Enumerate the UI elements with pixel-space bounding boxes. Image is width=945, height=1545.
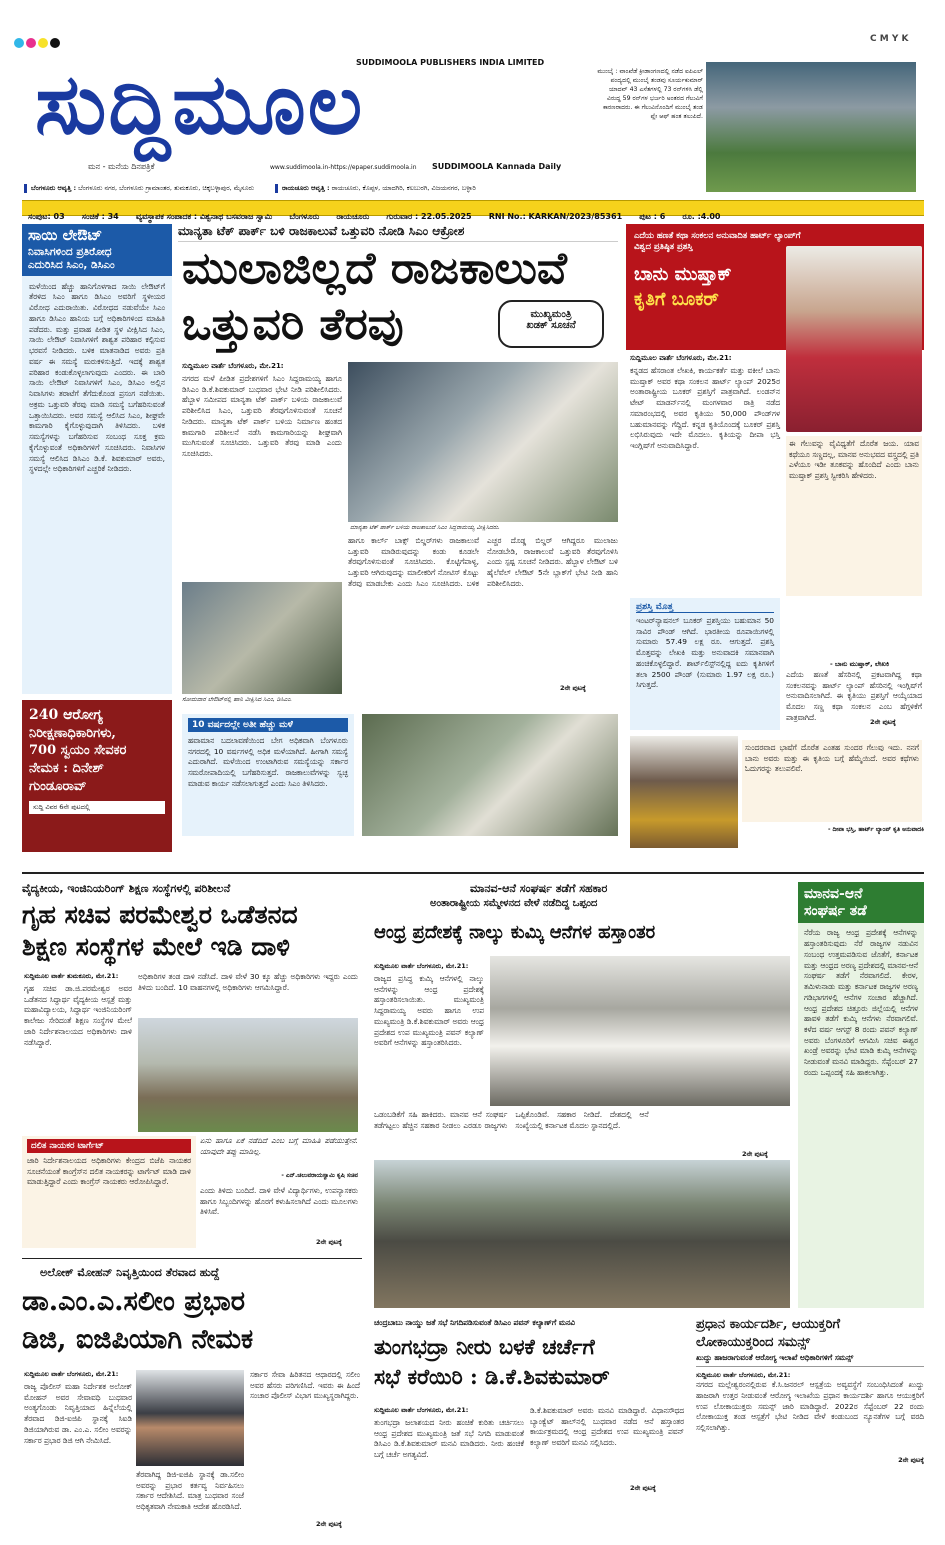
tb-headline-1: ತುಂಗಭದ್ರಾ ನೀರು ಬಳಕೆ ಚರ್ಚೆಗೆ bbox=[374, 1334, 595, 1359]
health-footer: ಸುದ್ದಿ ವಿವರ 6ನೇ ಪುಟದಲ್ಲಿ bbox=[29, 801, 165, 814]
sai-body: ಮಳೆಯಿಂದ ಹೆಚ್ಚು ಹಾನಿಗೊಳಗಾದ ಸಾಯಿ ಲೇಔಟ್‌ಗೆ ತೆರಳಿದ ಸಿಎಂ ಹಾಗೂ ಡಿಸಿಎಂ ಅವರಿಗೆ ಸ್ಥಳೀಯರ ವಿರೋಧ ಎದುರಾಯಿತು. ವಿರೋಧದ ನಡುವೆಯೇ ಸಿಎಂ ಹಾಗೂ ಡಿಸಿಎಂ ಹಾನಿಯ ಬಗ್ಗೆ ಅಧಿಕಾರಿಗಳಿಂದ ಮಾಹಿತಿ ಪಡೆದರು. ಮತ್ತು ಪ್ರವಾಹ ಪೀಡಿತ ಸ್ಥಳ ವೀಕ್ಷಿಸಿದ ಸಿಎಂ, ಸಾಯಿ ಲೇಔಟ್ ನಿವಾಸಿಗಳಿಗೆ ಶಾಶ್ವತ ಪರಿಹಾರ ಕಲ್ಪಿಸುವ ಭರವಸೆ ನೀಡಿದರು. ಬಳಿಕ ಮಾತನಾಡಿದ ಅವರು ಪ್ರತಿ ವರ್ಷ ಈ ಸಮಸ್ಯೆ ಮರುಕಳಿಸುತ್ತಿದೆ. ಇದಕ್ಕೆ ಶಾಶ್ವತ ಪರಿಹಾರ ಕಂಡುಕೊಳ್ಳಲಾಗುವುದು ಎಂದರು. ಈ ಬಾರಿ ಸಾಯಿ ಲೇಔಟ್ ನಿವಾಸಿಗಳಿಗೆ ಸಿಎಂ, ಡಿಸಿಎಂ ಅಲ್ಲಿನ ನಿವಾಸಿಗಳು ತರಾಟೆಗೆ ತೆಗೆದುಕೊಂಡ ಪ್ರಸಂಗ ನಡೆಯಿತು. ಅಕ್ರಮ ಒತ್ತುವರಿ ತೆರವು ಮಾಡಿ ಸಮಸ್ಯೆ ಬಗೆಹರಿಸುವಂತೆ ಒತ್ತಾಯಿಸಿದರು. ಅವರ ಸಮಸ್ಯೆ ಆಲಿಸಿದ ಸಿಎಂ, ಶೀಘ್ರವೇ ಕಾಮಗಾರಿ ಕೈಗೊಳ್ಳುವುದಾಗಿ ತಿಳಿಸಿದರು. ಬಳಿಕ ಸಮಸ್ಯೆಗಳನ್ನು ಬಗೆಹರಿಸುವ ಸಂಬಂಧ ಸೂಕ್ತ ಕ್ರಮ ಕೈಗೊಳ್ಳುವಂತೆ ಅಧಿಕಾರಿಗಳಿಗೆ ಸೂಚಿಸಿದರು. ನಿವಾಸಿಗಳ ಸಮಸ್ಯೆ ಆಲಿಸಿದ ಡಿಸಿಎಂ ಡಿ.ಕೆ. ಶಿವಕುಮಾರ್ ಅವರು, ಸ್ಥಳದಲ್ಲೇ ಅಧಿಕಾರಿಗಳಿಗೆ ಎಚ್ಚರಿಕೆ ನೀಡಿದರು. bbox=[29, 281, 165, 474]
tb-byline: ಸುದ್ದಿಮೂಲ ವಾರ್ತೆ ಬೆಂಗಳೂರು, ಮೇ.21: bbox=[374, 1406, 469, 1414]
eleph-byline: ಸುದ್ದಿಮೂಲ ವಾರ್ತೆ ಬೆಂಗಳೂರು, ಮೇ.21: bbox=[374, 962, 469, 970]
tb-continued: 2ನೇ ಪುಟಕ್ಕೆ bbox=[630, 1484, 656, 1492]
deepa-photo bbox=[630, 736, 738, 848]
tb-body: ತುಂಗಭದ್ರಾ ಜಲಾಶಯದ ನೀರು ಹಂಚಿಕೆ ಕುರಿತು ಚರ್ಚಿಸಲು ಆಂಧ್ರ ಪ್ರದೇಶದ ಮುಖ್ಯಮಂತ್ರಿ ಜತೆ ಸಭೆ ನಿಗದಿ ಮಾಡುವಂತೆ ಡಿಸಿಎಂ ಡಿ.ಕೆ.ಶಿವಕುಮಾರ್ ಮನವಿ ಮಾಡಿದರು. ನೀರು ಹಂಚಿಕೆ ಬಗ್ಗೆ ಚರ್ಚೆ ಅಗತ್ಯವಿದೆ. bbox=[374, 1418, 524, 1460]
health-line-4: ನೇಮಕ : ದಿನೇಶ್ bbox=[29, 760, 104, 776]
editions-left bbox=[24, 184, 284, 193]
conflict-title-1: ಮಾನವ-ಆನೆ bbox=[804, 886, 863, 902]
rni-number: RNI No.: KARKAN/2023/85361 bbox=[488, 212, 623, 221]
eleph-kicker-2: ಅಂತಾರಾಷ್ಟ್ರೀಯ ಸಮ್ಮೇಳನದ ವೇಳೆ ನಡೆದಿದ್ದ ಒಪ್ಪಂದ bbox=[430, 898, 598, 909]
page-count: ಪುಟ : 6 bbox=[639, 212, 666, 221]
registration-dot-cyan bbox=[14, 38, 24, 48]
lokayukta-box bbox=[696, 1318, 924, 1504]
registration-dot-yellow bbox=[38, 38, 48, 48]
hm-quote-credit: - ಎನ್.ಚಲುವರಾಯಸ್ವಾಮಿ ಕೃಷಿ ಸಚಿವ bbox=[281, 1172, 358, 1179]
hm-headline-2: ಶಿಕ್ಷಣ ಸಂಸ್ಥೆಗಳ ಮೇಲೆ ಇಡಿ ದಾಳಿ bbox=[22, 932, 290, 961]
booker-byline: ಸುದ್ದಿಮೂಲ ವಾರ್ತೆ ಬೆಂಗಳೂರು, ಮೇ.21: bbox=[630, 354, 732, 362]
health-line-5: ಗುಂಡೂರಾವ್ bbox=[29, 778, 87, 794]
lead-headline-1: ಮುಲಾಜಿಲ್ಲದೆ ರಾಜಕಾಲುವೆ bbox=[182, 243, 567, 294]
lead-continued: 2ನೇ ಪುಟಕ್ಕೆ bbox=[560, 684, 586, 692]
booker-quote: ಈ ಗೆಲುವನ್ನು ವೈವಿಧ್ಯತೆಗೆ ದೊರೆತ ಜಯ. ಯಾವ ಕಥೆಯೂ ಸಣ್ಣದಲ್ಲ, ಮಾನವ ಅನುಭವದ ವಸ್ತ್ರದಲ್ಲಿ ಪ್ರತಿ ಎಳೆಯೂ ಇಡೀ ತೂಕವನ್ನು ಹೊಂದಿದೆ ಎಂದು ಬಾನು ಮುಷ್ತಾಕ್ ಪ್ರಶಸ್ತಿ ಸ್ವೀಕರಿಸಿ ಹೇಳಿದರು. bbox=[786, 436, 922, 596]
prize-box bbox=[630, 598, 780, 730]
hm-byline: ಸುದ್ದಿಮೂಲ ವಾರ್ತೆ ತುಮಕೂರು, ಮೇ.21: bbox=[24, 972, 119, 980]
publisher-name: SUDDIMOOLA PUBLISHERS INDIA LIMITED bbox=[356, 58, 545, 67]
salim-kicker: ಅಲೋಕ್ ಮೋಹನ್ ನಿವೃತ್ತಿಯಿಂದ ತೆರವಾದ ಹುದ್ದೆ bbox=[40, 1266, 220, 1279]
registration-dot-magenta bbox=[26, 38, 36, 48]
sai-layout-header bbox=[22, 224, 172, 276]
dalit-title: ದಲಿತ ನಾಯಕರ ಟಾರ್ಗೆಟ್ bbox=[27, 1139, 191, 1153]
loka-kicker-1: ಪ್ರಧಾನ ಕಾರ್ಯದರ್ಶಿ, ಆಯುಕ್ತರಿಗೆ bbox=[696, 1317, 841, 1332]
booker-body-3: ಎದೆಯ ಹಣತೆ ಹೆಸರಿನಲ್ಲಿ ಪ್ರಕಟವಾಗಿದ್ದ ಕಥಾ ಸಂಕಲನವನ್ನು ಹಾರ್ಟ್ ಲ್ಯಾಂಪ್ ಹೆಸರಿನಲ್ಲಿ ಇಂಗ್ಲಿಷ್‌ಗೆ ಅನುವಾದಿಸಲಾಗಿದೆ. ಈ ಕೃತಿಯು ಪ್ರಶಸ್ತಿಗೆ ಆಯ್ಕೆಯಾದ ಮೊದಲ ಸಣ್ಣ ಕಥಾ ಸಂಕಲನ ಎಂಬ ಹೆಗ್ಗಳಿಕೆಗೆ ಪಾತ್ರವಾಗಿದೆ. bbox=[786, 670, 922, 722]
lead-photo-2 bbox=[182, 582, 342, 694]
editor: ವ್ಯವಸ್ಥಾಪಕ ಸಂಪಾದಕ : ವಿಶ್ವನಾಥ ಬಸವರಾಜ ಸ್ವಾಮಿ bbox=[135, 212, 273, 221]
lead-byline: ಸುದ್ದಿಮೂಲ ವಾರ್ತೆ ಬೆಂಗಳೂರು, ಮೇ.21: bbox=[182, 362, 284, 370]
sai-title-2: ನಿವಾಸಿಗಳಿಂದ ಪ್ರತಿರೋಧ bbox=[28, 245, 112, 258]
loka-byline: ಸುದ್ದಿಮೂಲ ವಾರ್ತೆ ಬೆಂಗಳೂರು, ಮೇ.21: bbox=[696, 1371, 791, 1380]
price: ರೂ. :4.00 bbox=[682, 212, 721, 221]
eleph-handover-photo bbox=[490, 956, 790, 1106]
rain-photo bbox=[362, 714, 618, 836]
tb-headline-2: ಸಭೆ ಕರೆಯಿರಿ : ಡಿ.ಕೆ.ಶಿವಕುಮಾರ್ bbox=[374, 1364, 610, 1389]
cmyk-label: C M Y K bbox=[870, 34, 909, 44]
banu-mushtaq-photo bbox=[786, 246, 922, 432]
booker-headline-2: ಕೃತಿಗೆ ಬೂಕರ್ bbox=[634, 288, 719, 310]
dalit-box bbox=[22, 1136, 196, 1248]
hm-kicker: ವೈದ್ಯಕೀಯ, ಇಂಜಿನಿಯರಿಂಗ್ ಶಿಕ್ಷಣ ಸಂಸ್ಥೆಗಳಲ್ಲಿ ಪರಿಶೀಲನೆ bbox=[22, 882, 231, 895]
hm-body-2: ಅಧಿಕಾರಿಗಳ ತಂಡ ದಾಳಿ ನಡೆಸಿದೆ. ದಾಳಿ ವೇಳೆ 30 ಕ್ಕೂ ಹೆಚ್ಚು ಅಧಿಕಾರಿಗಳು ಇದ್ದರು ಎಂದು ತಿಳಿದು ಬಂದಿದೆ. 10 ವಾಹನಗಳಲ್ಲಿ ಅಧಿಕಾರಿಗಳು ಆಗಮಿಸಿದ್ದಾರೆ. bbox=[138, 972, 358, 992]
eleph-headline: ಆಂಧ್ರ ಪ್ರದೇಶಕ್ಕೆ ನಾಲ್ಕು ಕುಮ್ಕಿ ಆನೆಗಳ ಹಸ್ತಾಂತರ bbox=[374, 922, 656, 943]
info-bar bbox=[22, 200, 924, 221]
booker-kicker: ಎದೆಯ ಹಣತೆ ಕಥಾ ಸಂಕಲನ ಅನುವಾದಿತ ಹಾರ್ಟ್ ಲ್ಯಾಂಪ್‌ಗೆ bbox=[634, 230, 801, 240]
editions-right bbox=[275, 184, 575, 193]
divider-salim bbox=[22, 1258, 362, 1259]
masthead-tagline: ಮನ - ಮನೆಯ ದಿನಪತ್ರಿಕೆ bbox=[88, 162, 155, 171]
lead-caption-1: ಮಾನ್ಯತಾ ಟೆಕ್ ಪಾರ್ಕ್ ಬಳಿಯ ರಾಜಕಾಲುವೆ ಸಿಎಂ ಸಿದ್ದರಾಮಯ್ಯ ವೀಕ್ಷಿಸಿದರು. bbox=[350, 524, 500, 531]
booker-quote-credit: - ಬಾನು ಮುಷ್ತಾಕ್, ಲೇಖಕಿ bbox=[830, 660, 890, 668]
deepa-quote: ಸುಂದರವಾದ ಭಾಷೆಗೆ ದೊರೆತ ಎಂತಹ ಸುಂದರ ಗೆಲುವು ಇದು. ನನಗೆ ಬಾನು ಅವರು ಮತ್ತು ಈ ಕೃತಿಯ ಬಗ್ಗೆ ಹೆಮ್ಮೆಯಿದೆ. ಅವರ ಕಥೆಗಳು ಓದುಗರನ್ನು ತಲುಪಲಿವೆ. bbox=[742, 740, 922, 822]
conflict-title-2: ಸಂಘರ್ಷ ತಡೆ bbox=[804, 902, 867, 919]
volume: ಸಂಪುಟ: 03 bbox=[28, 212, 65, 221]
city-2: ರಾಯಚೂರು bbox=[336, 212, 370, 221]
lead-body: ನಗರದ ಮಳೆ ಪೀಡಿತ ಪ್ರದೇಶಗಳಿಗೆ ಸಿಎಂ ಸಿದ್ದರಾಮಯ್ಯ ಹಾಗೂ ಡಿಸಿಎಂ ಡಿ.ಕೆ.ಶಿವಕುಮಾರ್ ಬುಧವಾರ ಭೇಟಿ ನೀಡಿ ಪರಿಶೀಲಿಸಿದರು. ಹೆಬ್ಬಾಳ ಸಮೀಪದ ಮಾನ್ಯತಾ ಟೆಕ್ ಪಾರ್ಕ್ ಬಳಿಯ ರಾಜಕಾಲುವೆ ಪರಿಶೀಲಿಸಿದ ಸಿಎಂ, ಒತ್ತುವರಿ ತೆರವುಗೊಳಿಸುವಂತೆ ಸೂಚನೆ ನೀಡಿದರು. ಮಾನ್ಯತಾ ಟೆಕ್ ಪಾರ್ಕ್ ಬಳಿಯ ನಿರ್ಮಾಣ ಹಂತದ ಕಾಮಗಾರಿ ಪರಿಶೀಲನೆ ನಡೆಸಿ ಕಾಮಗಾರಿಯನ್ನು ಶೀಘ್ರವಾಗಿ ಮುಗಿಸುವಂತೆ ಸೂಚಿಸಿದರು. ಒತ್ತುವರಿ ತೆರವು ಮಾಡಿ ಎಂದು ಸೂಚಿಸಿದರು. bbox=[182, 374, 342, 459]
bubble-line-2: ಖಡಕ್ ಸೂಚನೆ bbox=[526, 320, 576, 331]
loka-kicker-2: ಲೋಕಾಯುಕ್ತರಿಂದ ಸಮನ್ಸ್ bbox=[696, 1334, 810, 1350]
health-line-1: 240 ಆರೋಗ್ಯ bbox=[29, 707, 103, 723]
salim-body-3: ಸರ್ಕಾರ ಸೇವಾ ಹಿರಿತನದ ಆಧಾರದಲ್ಲಿ ಸಲೀಂ ಅವರ ಹೆಸರು ಪರಿಗಣಿಸಿದೆ. ಇವರು ಈ ಹಿಂದೆ ಸಂಚಾರ ಪೊಲೀಸ್ ವಿಭಾಗ ಮುಖ್ಯಸ್ಥರಾಗಿದ್ದರು. bbox=[250, 1370, 360, 1401]
hm-quote: ಏನು ಹಾಗೂ ಏಕೆ ನಡೆದಿದೆ ಎಂಬ ಬಗ್ಗೆ ಮಾಹಿತಿ ಪಡೆಯುತ್ತೇನೆ. ಯಾವುದೇ ತಪ್ಪು ಮಾಡಿಲ್ಲ. bbox=[200, 1136, 358, 1156]
lead-body-2: ಹಾಗೂ ಕಾರ್ಲ್ ಬಾಕ್ಸ್ ಬಿಲ್ಡರ್‌ಗಳು ರಾಜಕಾಲುವೆ ಒತ್ತುವರಿ ಮಾಡಿರುವುದನ್ನು ಕಂಡು ಕೂಡಲೇ ತೆರವುಗೊಳಿಸುವಂತೆ ಸೂಚಿಸಿದರು. ಕೊಟ್ಟಿಗೆಪಾಳ್ಯ, ಒತ್ತುವರಿ ಆಗಿರುವುದನ್ನು ಮಾಲೀಕರಿಗೆ ನೋಟಿಸ್ ಕೊಟ್ಟು ತೆರವು ಮಾಡಬೇಕು ಎಂದು ಸಿಎಂ ಸೂಚಿಸಿದರು. ಬಳಿಕ ಎಚ್ಚರ ದೊಡ್ಡ ಬಿಲ್ಡರ್ ಆಗಿದ್ದರೂ ಮುಲಾಜು ನೋಡಬೇಡಿ, ರಾಜಕಾಲುವೆ ಒತ್ತುವರಿ ತೆರವುಗೊಳಿಸಿ ಎಂದು ಸ್ಪಷ್ಟ ಸೂಚನೆ ನೀಡಿದರು. ಹೆಬ್ಬಾಳ ಲೇಔಟ್ ಬಳಿ ಹೈಲೆವೆಲ್ ಲೇಔಟ್ 5ನೇ ಬ್ಲಾಕ್‌ಗೆ ಭೇಟಿ ನೀಡಿ ಹಾನಿ ಪರಿಶೀಲಿಸಿದರು. bbox=[348, 536, 618, 588]
rain-title: 10 ವರ್ಷದಲ್ಲೇ ಅತೀ ಹೆಚ್ಚು ಮಳೆ bbox=[188, 718, 348, 732]
booker-continued: 2ನೇ ಪುಟಕ್ಕೆ bbox=[870, 718, 896, 726]
health-box bbox=[22, 700, 172, 852]
tb-kicker: ಚಂದ್ರಬಾಬು ನಾಯ್ಡು ಜತೆ ಸಭೆ ನಿಗದಿಪಡಿಸುವಂತೆ ಡಿಸಿಎಂ ಪವನ್ ಕಲ್ಯಾಣ್‌ಗೆ ಮನವಿ bbox=[374, 1318, 575, 1327]
hm-body: ಗೃಹ ಸಚಿವ ಡಾ.ಜಿ.ಪರಮೇಶ್ವರ ಅವರ ಒಡೆತನದ ಸಿದ್ಧಾರ್ಥ ವೈದ್ಯಕೀಯ ಆಸ್ಪತ್ರೆ ಮತ್ತು ಮಹಾವಿದ್ಯಾಲಯ, ಸಿದ್ಧಾರ್ಥ ಇಂಜಿನಿಯರಿಂಗ್ ಕಾಲೇಜು ಸೇರಿದಂತೆ ಶಿಕ್ಷಣ ಸಂಸ್ಥೆಗಳ ಮೇಲೆ ಜಾರಿ ನಿರ್ದೇಶನಾಲಯದ ಅಧಿಕಾರಿಗಳು ದಾಳಿ ನಡೆಸಿದ್ದಾರೆ. bbox=[24, 984, 132, 1047]
section-divider bbox=[22, 872, 924, 874]
hm-continued: 2ನೇ ಪುಟಕ್ಕೆ bbox=[316, 1238, 342, 1246]
tb-body-2: ಡಿ.ಕೆ.ಶಿವಕುಮಾರ್ ಅವರು ಮನವಿ ಮಾಡಿದ್ದಾರೆ. ವಿಧಾನಸೌಧದ ಬ್ಯಾಂಕ್ವೆಟ್ ಹಾಲ್‌ನಲ್ಲಿ ಬುಧವಾರ ನಡೆದ ಆನೆ ಹಸ್ತಾಂತರ ಕಾರ್ಯಕ್ರಮದಲ್ಲಿ ಆಂಧ್ರ ಪ್ರದೇಶದ ಉಪ ಮುಖ್ಯಮಂತ್ರಿ ಪವನ್ ಕಲ್ಯಾಣ್ ಅವರಿಗೆ ಮನವಿ ಸಲ್ಲಿಸಿದರು. bbox=[530, 1406, 684, 1448]
lead-caption-2: ಸೋಮವಾರ ಲೇಔಟ್‌ನಲ್ಲಿ ಹಾನಿ ವೀಕ್ಷಿಸಿದ ಸಿಎಂ, ಡಿಸಿಎಂ. bbox=[182, 696, 293, 703]
rain-body: ಹವಾಮಾನ ಬದಲಾವಣೆಯಿಂದ ಬೇಗ ಅಧಿಕವಾಗಿ ಬೆಂಗಳೂರು ನಗರದಲ್ಲಿ 10 ವರ್ಷಗಳಲ್ಲಿ ಅಧಿಕ ಮಳೆಯಾಗಿದೆ. ಹೀಗಾಗಿ ಸಮಸ್ಯೆ ಎದುರಾಗಿದೆ. ಮಳೆಯಿಂದ ಉಂಟಾಗಿರುವ ಸಮಸ್ಯೆಯನ್ನು ಸರ್ಕಾರ ಸಮರೋಪಾದಿಯಲ್ಲಿ ಬಗೆಹರಿಸುತ್ತದೆ. ರಾಜಕಾಲುವೆಗಳನ್ನು ಸ್ವಚ್ಛ ಮಾಡುವ ಕಾರ್ಯ ನಡೆಸಲಾಗುತ್ತದೆ ಎಂದು ಸಿಎಂ ತಿಳಿಸಿದರು. bbox=[188, 736, 348, 788]
editions-right-label: ರಾಯಚೂರು ಆವೃತ್ತಿ : bbox=[282, 184, 330, 192]
masthead-title: ಸುದ್ದಿಮೂಲ bbox=[35, 54, 365, 153]
salim-headline-1: ಡಾ.ಎಂ.ಎ.ಸಲೀಂ ಪ್ರಭಾರ bbox=[22, 1286, 245, 1317]
brand-english: SUDDIMOOLA Kannada Daily bbox=[432, 162, 562, 171]
booker-body: ಕನ್ನಡದ ಹೆಸರಾಂತ ಲೇಖಕಿ, ಕಾರ್ಯಕರ್ತೆ ಮತ್ತು ವಕೀಲೆ ಬಾನು ಮುಷ್ತಾಕ್ ಅವರ ಕಥಾ ಸಂಕಲನ ಹಾರ್ಟ್ ಲ್ಯಾಂಪ್ 2025ರ ಅಂತಾರಾಷ್ಟ್ರೀಯ ಬೂಕರ್ ಪ್ರಶಸ್ತಿಗೆ ಪಾತ್ರವಾಗಿದೆ. ಲಂಡನ್‌ನ ಟೇಟ್ ಮಾಡರ್ನ್‌ನಲ್ಲಿ ಮಂಗಳವಾರ ರಾತ್ರಿ ನಡೆದ ಸಮಾರಂಭದಲ್ಲಿ ಅವರ ಕೃತಿಯು 50,000 ಪೌಂಡ್‌ಗಳ ಬಹುಮಾನವನ್ನು ಗೆದ್ದಿದೆ. ಕನ್ನಡ ಕೃತಿಯೊಂದಕ್ಕೆ ಬೂಕರ್ ಪ್ರಶಸ್ತಿ ಲಭಿಸಿರುವುದು ಇದೇ ಮೊದಲು. ಕೃತಿಯನ್ನು ದೀಪಾ ಭಸ್ತಿ ಇಂಗ್ಲಿಷ್‌ಗೆ ಅನುವಾದಿಸಿದ್ದಾರೆ. bbox=[630, 366, 780, 451]
issue: ಸಂಚಿಕೆ : 34 bbox=[81, 212, 119, 221]
editions-left-list: ಬೆಂಗಳೂರು ನಗರ, ಬೆಂಗಳೂರು ಗ್ರಾಮಾಂತರ, ತುಮಕೂರು, ಚಿಕ್ಕಬಳ್ಳಾಪುರ, ಮೈಸೂರು bbox=[78, 184, 255, 192]
health-line-2: ನಿರೀಕ್ಷಣಾಧಿಕಾರಿಗಳು, bbox=[29, 725, 116, 741]
conflict-header bbox=[798, 882, 924, 923]
cm-bubble bbox=[498, 300, 604, 348]
rain-box bbox=[182, 714, 354, 836]
deepa-credit: - ದೀಪಾ ಭಸ್ತಿ, ಹಾರ್ಟ್ ಲ್ಯಾಂಪ್ ಕೃತಿ ಅನುವಾದಕಿ bbox=[827, 826, 924, 833]
eleph-elephants-photo bbox=[374, 1160, 790, 1308]
eleph-body: ರಾಜ್ಯದ ಪ್ರಸಿದ್ಧ ಕುಮ್ಕಿ ಆನೆಗಳಲ್ಲಿ ನಾಲ್ಕು ಆನೆಗಳನ್ನು ಆಂಧ್ರ ಪ್ರದೇಶಕ್ಕೆ ಹಸ್ತಾಂತರಿಸಲಾಯಿತು. ಮುಖ್ಯಮಂತ್ರಿ ಸಿದ್ದರಾಮಯ್ಯ ಅವರು ಹಾಗೂ ಉಪ ಮುಖ್ಯಮಂತ್ರಿ ಡಿ.ಕೆ.ಶಿವಕುಮಾರ್ ಅವರು ಆಂಧ್ರ ಪ್ರದೇಶದ ಉಪ ಮುಖ್ಯಮಂತ್ರಿ ಪವನ್ ಕಲ್ಯಾಣ್ ಅವರಿಗೆ ಆನೆಗಳನ್ನು ಹಸ್ತಾಂತರಿಸಿದರು. bbox=[374, 974, 484, 1048]
cricket-photo bbox=[706, 62, 916, 192]
eleph-body-2: ಒಡಂಬಡಿಕೆಗೆ ಸಹಿ ಹಾಕಿದರು. ಮಾನವ ಆನೆ ಸಂಘರ್ಷ ತಡೆಗಟ್ಟಲು ಹೆಚ್ಚಿನ ಸಹಕಾರ ನೀಡಲು ಎರಡೂ ರಾಜ್ಯಗಳು ಒಪ್ಪಿಕೊಂಡಿವೆ. ಸಹಕಾರ ನೀಡಿದೆ. ದೇಶದಲ್ಲಿ ಆನೆ ಸಂಖ್ಯೆಯಲ್ಲಿ ಕರ್ನಾಟಕ ಮೊದಲ ಸ್ಥಾನದಲ್ಲಿದೆ. bbox=[374, 1110, 649, 1130]
hm-college-photo bbox=[138, 1018, 358, 1132]
bubble-line-1: ಮುಖ್ಯಮಂತ್ರಿ bbox=[530, 309, 572, 320]
conflict-box bbox=[798, 882, 924, 1308]
editions-right-list: ರಾಯಚೂರು, ಕೊಪ್ಪಳ, ಯಾದಗಿರಿ, ಕಲಬುರಗಿ, ವಿಜಯನಗರ, ಬಳ್ಳಾರಿ bbox=[331, 184, 476, 192]
conflict-body: ನೆರೆಯ ರಾಜ್ಯ ಆಂಧ್ರ ಪ್ರದೇಶಕ್ಕೆ ಆನೆಗಳನ್ನು ಹಸ್ತಾಂತರಿಸುವುದು ನೆರೆ ರಾಜ್ಯಗಳ ನಡುವಿನ ಸಂಬಂಧ ಉತ್ತಮಪಡಿಸುವ ಜೊತೆಗೆ, ಕರ್ನಾಟಕ ಮತ್ತು ಆಂಧ್ರದ ಅರಣ್ಯ ಪ್ರದೇಶದಲ್ಲಿ ಮಾನವ-ಆನೆ ಸಂಘರ್ಷ ತಡೆಗೆ ನೆರವಾಗಲಿದೆ. ಕೇರಳ, ತಮಿಳುನಾಡು ಮತ್ತು ಕರ್ನಾಟಕ ರಾಜ್ಯಗಳ ಅರಣ್ಯ ಗಡಿಭಾಗಗಳಲ್ಲಿ ಆನೆಗಳ ಸಂಚಾರ ಹೆಚ್ಚಾಗಿದೆ. ಆಂಧ್ರ ಪ್ರದೇಶದ ಚಿತ್ತೂರು ಜಿಲ್ಲೆಯಲ್ಲಿ ಆನೆಗಳ ಹಾವಳಿ ತಡೆಗೆ ಕುಮ್ಕಿ ಆನೆಗಳು ನೆರವಾಗಲಿವೆ. ಕಳೆದ ವರ್ಷ ಆಗಸ್ಟ್ 8 ರಂದು ಪವನ್ ಕಲ್ಯಾಣ್ ಅವರು ಬೆಂಗಳೂರಿಗೆ ಆಗಮಿಸಿ ಸಚಿವ ಈಶ್ವರ ಖಂಡ್ರೆ ಅವರನ್ನು ಭೇಟಿ ಮಾಡಿ ಕುಮ್ಕಿ ಆನೆಗಳನ್ನು ನೀಡುವಂತೆ ಮನವಿ ಮಾಡಿದ್ದರು. ಸೆಪ್ಟೆಂಬರ್ 27 ರಂದು ಒಪ್ಪಂದಕ್ಕೆ ಸಹಿ ಹಾಕಲಾಗಿತ್ತು. bbox=[804, 928, 918, 1077]
editions-left-label: ಬೆಂಗಳೂರು ಆವೃತ್ತಿ : bbox=[31, 184, 77, 192]
teaser-text: ಮುಂಬೈ : ವಾಂಖೆಡೆ ಕ್ರೀಡಾಂಗಣದಲ್ಲಿ ನಡೆದ ಐಪಿಎಲ್ ಪಂದ್ಯದಲ್ಲಿ ಮುಂಬೈ ತಂಡವು ಸೂರ್ಯಕುಮಾರ್ ಯಾದವ್ 43 ಎಸೆತಗಳಲ್ಲಿ 73 ರನ್‌ಗಳಿಸಿ ಡೆಲ್ಲಿ ವಿರುದ್ಧ 59 ರನ್‌ಗಳ ಭರ್ಜರಿ ಅಂತರದ ಗೆಲುವಿಗೆ ಕಾರಣರಾದರು. ಈ ಗೆಲುವಿನೊಂದಿಗೆ ಮುಂಬೈ ತಂಡ ಪ್ಲೇ ಆಫ್ ಹಂತ ತಲುಪಿದೆ. bbox=[597, 68, 703, 120]
salim-photo bbox=[136, 1370, 244, 1466]
loka-sub: ಖುದ್ದು ಹಾಜರಾಗುವಂತೆ ಆರೋಗ್ಯ ಇಲಾಖೆ ಅಧಿಕಾರಿಗಳಿಗೆ ಸಮನ್ಸ್ bbox=[696, 1353, 924, 1367]
website-url: www.suddimoola.in-https://epaper.suddimoola.in bbox=[270, 164, 417, 171]
salim-body-2: ತೆರವಾಗಿದ್ದ ಡಿಜಿ-ಐಜಿಪಿ ಸ್ಥಾನಕ್ಕೆ ಡಾ.ಸಲೀಂ ಅವರನ್ನು ಪ್ರಭಾರ ಕರ್ತವ್ಯ ನಿರ್ವಹಿಸಲು ಸರ್ಕಾರ ಆದೇಶಿಸಿದೆ. ಮಾತ್ರ ಬುಧವಾರ ಸಂಜೆ ಅಧಿಕೃತವಾಗಿ ನೇಮಕಾತಿ ಆದೇಶ ಹೊರಡಿಸಿದೆ. bbox=[136, 1470, 244, 1512]
hm-headline-1: ಗೃಹ ಸಚಿವ ಪರಮೇಶ್ವರ ಒಡೆತನದ bbox=[22, 900, 298, 929]
registration-dot-black bbox=[50, 38, 60, 48]
salim-headline-2: ಡಿಜಿ, ಐಜಿಪಿಯಾಗಿ ನೇಮಕ bbox=[22, 1324, 254, 1355]
prize-title: ಪ್ರಶಸ್ತಿ ಮೊತ್ತ bbox=[636, 602, 774, 613]
sai-title-1: ಸಾಯಿ ಲೇಔಟ್ bbox=[28, 226, 103, 244]
eleph-kicker: ಮಾನವ-ಆನೆ ಸಂಘರ್ಷ ತಡೆಗೆ ಸಹಕಾರ bbox=[470, 882, 608, 895]
lead-photo-1 bbox=[348, 362, 618, 522]
salim-byline: ಸುದ್ದಿಮೂಲ ವಾರ್ತೆ ಬೆಂಗಳೂರು, ಮೇ.21: bbox=[24, 1370, 119, 1378]
eleph-continued: 2ನೇ ಪುಟಕ್ಕೆ bbox=[742, 1150, 768, 1158]
booker-headline-1: ಬಾನು ಮುಷ್ತಾಕ್ bbox=[634, 264, 732, 285]
sai-layout-box bbox=[22, 224, 172, 694]
salim-continued: 2ನೇ ಪುಟಕ್ಕೆ bbox=[316, 1520, 342, 1528]
issue-date: ಗುರುವಾರ : 22.05.2025 bbox=[386, 212, 472, 221]
city-1: ಬೆಂಗಳೂರು bbox=[289, 212, 320, 221]
hm-side-body-2: ಎಂದು ತಿಳಿದು ಬಂದಿದೆ. ದಾಳಿ ವೇಳೆ ವಿದ್ಯಾರ್ಥಿಗಳು, ಉಪನ್ಯಾಸಕರು ಹಾಗೂ ಸಿಬ್ಬಂದಿಗಳನ್ನು ಹೊರಗೆ ಕಳುಹಿಸಲಾಗಿದೆ ಎಂದು ಮೂಲಗಳು ತಿಳಿಸಿವೆ. bbox=[200, 1186, 358, 1217]
prize-body: ಇಂಟರ್‌ನ್ಯಾಷನಲ್ ಬೂಕರ್ ಪ್ರಶಸ್ತಿಯು ಬಹುಮಾನ 50 ಸಾವಿರ ಪೌಂಡ್ ಆಗಿದೆ. ಭಾರತೀಯ ರೂಪಾಯಿಗಳಲ್ಲಿ ಸುಮಾರು 57.49 ಲಕ್ಷ ರೂ. ಆಗುತ್ತದೆ. ಪ್ರಶಸ್ತಿ ಮೊತ್ತವನ್ನು ಲೇಖಕಿ ಮತ್ತು ಅನುವಾದಕಿ ಸಮಾನವಾಗಿ ಹಂಚಿಕೊಳ್ಳಲಿದ್ದಾರೆ. ಶಾರ್ಟ್‌ಲಿಸ್ಟ್‌ನಲ್ಲಿದ್ದ ಐದು ಕೃತಿಗಳಿಗೆ ತಲಾ 2500 ಪೌಂಡ್ (ಸುಮಾರು 1.97 ಲಕ್ಷ ರೂ.) ಸಿಗುತ್ತದೆ. bbox=[636, 616, 774, 690]
dalit-body: ಜಾರಿ ನಿರ್ದೇಶನಾಲಯದ ಅಧಿಕಾರಿಗಳು ಕೇಂದ್ರದ ಬಿಜೆಪಿ ನಾಯಕರ ಸೂಚನೆಯಂತೆ ಕಾಂಗ್ರೆಸ್‌ನ ದಲಿತ ನಾಯಕರನ್ನು ಟಾರ್ಗೆಟ್ ಮಾಡಿ ದಾಳಿ ಮಾಡುತ್ತಿದ್ದಾರೆ ಎಂದು ಕಾಂಗ್ರೆಸ್ ನಾಯಕರು ಆರೋಪಿಸಿದ್ದಾರೆ. bbox=[27, 1156, 191, 1187]
salim-body: ರಾಜ್ಯ ಪೊಲೀಸ್ ಮಹಾ ನಿರ್ದೇಶಕ ಅಲೋಕ್ ಮೋಹನ್ ಅವರ ಸೇವಾವಧಿ ಬುಧವಾರ ಅಂತ್ಯಗೊಂಡು ನಿವೃತ್ತಿಯಾದ ಹಿನ್ನೆಲೆಯಲ್ಲಿ ತೆರವಾದ ಡಿಜಿ-ಐಜಿಪಿ ಸ್ಥಾನಕ್ಕೆ ಸಿಐಡಿ ಡಿಜಿಯಾಗಿರುವ ಡಾ. ಎಂ.ಎ. ಸಲೀಂ ಅವರನ್ನು ಸರ್ಕಾರ ಪ್ರಭಾರ ಡಿಜಿ ಆಗಿ ನೇಮಿಸಿದೆ. bbox=[24, 1382, 132, 1445]
lead-kicker: ಮಾನ್ಯತಾ ಟೆಕ್ ಪಾರ್ಕ್ ಬಳಿ ರಾಜಕಾಲುವೆ ಒತ್ತುವರಿ ನೋಡಿ ಸಿಎಂ ಆಕ್ರೋಶ bbox=[178, 224, 618, 242]
loka-continued: 2ನೇ ಪುಟಕ್ಕೆ bbox=[898, 1456, 924, 1465]
booker-kicker-2: ವಿಶ್ವದ ಪ್ರತಿಷ್ಠಿತ ಪ್ರಶಸ್ತಿ bbox=[634, 241, 693, 251]
loka-body: ನಗರದ ಮಲ್ಲೇಶ್ವರಂನಲ್ಲಿರುವ ಕೆ.ಸಿ.ಜನರಲ್ ಆಸ್ಪತ್ರೆಯ ಅವ್ಯವಸ್ಥೆಗೆ ಸಂಬಂಧಿಸಿದಂತೆ ಖುದ್ದು ಹಾಜರಾಗಿ ಉತ್ತರ ನೀಡುವಂತೆ ಆರೋಗ್ಯ ಇಲಾಖೆಯ ಪ್ರಧಾನ ಕಾರ್ಯದರ್ಶಿ ಹಾಗೂ ಆಯುಕ್ತರಿಗೆ ಉಪ ಲೋಕಾಯುಕ್ತರು ಸಮನ್ಸ್ ಜಾರಿ ಮಾಡಿದ್ದಾರೆ. 2022ರ ಸೆಪ್ಟೆಂಬರ್ 22 ರಂದು ಲೋಕಾಯುಕ್ತ ತಂಡ ಆಸ್ಪತ್ರೆಗೆ ಭೇಟಿ ನೀಡಿದ ವೇಳೆ ಕಂಡುಬಂದ ನ್ಯೂನತೆಗಳ ಬಗ್ಗೆ ವರದಿ ಸಲ್ಲಿಸಲಾಗಿತ್ತು. bbox=[696, 1380, 924, 1433]
health-line-3: 700 ಸ್ವಯಂ ಸೇವಕರ bbox=[29, 743, 127, 759]
sai-title-3: ಎದುರಿಸಿದ ಸಿಎಂ, ಡಿಸಿಎಂ bbox=[28, 258, 115, 271]
lead-headline-2: ಒತ್ತುವರಿ ತೆರವು bbox=[182, 299, 404, 350]
